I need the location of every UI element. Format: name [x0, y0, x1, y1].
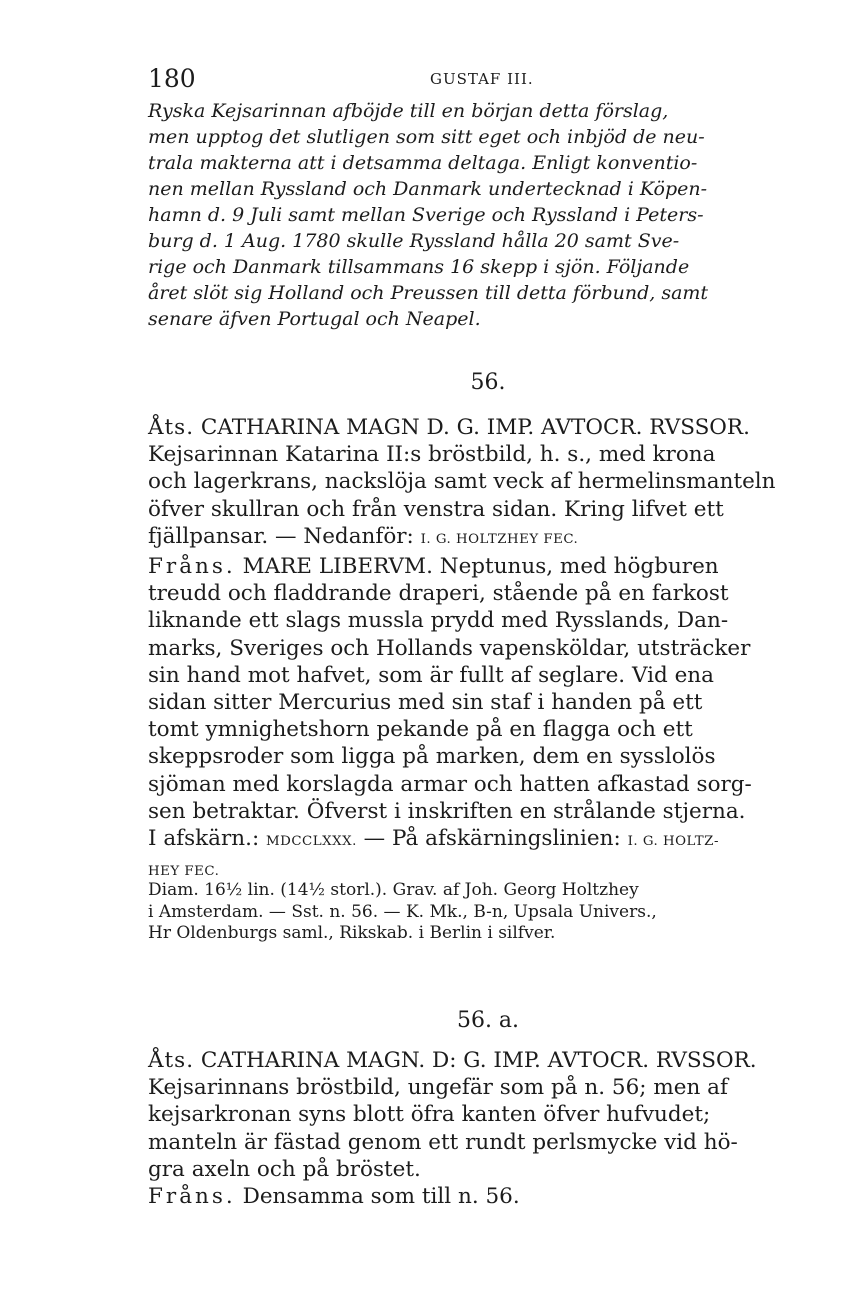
page-number: 180 [148, 64, 196, 93]
medal-56a-number: 56. a. [456, 1008, 520, 1033]
obverse-description-56a: Kejsarinnans bröstbild, ungefär som på n. 56; men af kejsarkronan syns blott öfra kanten öfver hufvudet; manteln är fästad genom ett rundt perlsmycke vid hö- gra axeln och på bröstet. [148, 1075, 738, 1182]
medal-56a-description [148, 1047, 828, 1210]
obverse-legend-56a: CATHARINA MAGN. D: G. IMP. AVTOCR. RVSSOR. [200, 1048, 757, 1073]
obverse-signature: I. G. HOLTZHEY FEC. [420, 531, 579, 547]
reverse-label: Fråns. [148, 554, 236, 580]
medal-56-number: 56. [470, 370, 506, 395]
obverse-label-56a: Åts. [148, 1048, 195, 1073]
obverse-label: Åts. [148, 415, 195, 440]
reverse-description-56a: Densamma som till n. 56. [242, 1184, 520, 1210]
running-title: GUSTAF III. [430, 70, 534, 88]
reverse-label-56a: Fråns. [148, 1184, 236, 1210]
exergue-line-label: — På afskärningslinien: [363, 826, 621, 852]
page-header [148, 64, 708, 96]
exergue-signature: I. G. HOLTZ- [627, 834, 719, 850]
exergue-date: MDCCLXXX. [266, 834, 357, 850]
medal-56-description [148, 414, 828, 885]
reverse-legend: MARE LIBERVM. [242, 554, 433, 580]
exergue-signature-cont: HEY FEC. [148, 864, 220, 880]
obverse-legend: CATHARINA MAGN D. G. IMP. AVTOCR. RVSSOR. [200, 415, 750, 440]
medal-56-note: Diam. 16½ lin. (14½ storl.). Grav. af Joh. Georg Holtzhey i Amsterdam. — Sst. n. 56. — K. Mk., B-n, Upsala Univers., Hr Oldenburgs saml., Rikskab. i Berlin i silfver. [148, 880, 657, 943]
reverse-description: Neptunus, med högburen treudd och fladdrande draperi, stående på en farkost liknande ett slags mussla prydd med Rysslands, Dan- marks, Sveriges och Hollands vapensköldar, utsträcker sin hand mot hafvet, som är fullt af seglare. Vid ena sidan sitter Mercurius med sin staf i handen på ett tomt ymnighetshorn pekande på en flagga och ett skeppsroder som ligga på marken, dem en sysslolös sjöman med korslagda armar och hatten afkastad sorg- sen betraktar. Öfverst i inskriften en strålande stjerna. I afskärn.: [148, 554, 752, 852]
obverse-description: Kejsarinnan Katarina II:s bröstbild, h. s., med krona och lagerkrans, nackslöja samt veck af hermelinsmanteln öfver skullran och från venstra sidan. Kring lifvet ett fjällpansar. — Nedanför: [148, 442, 776, 549]
intro-paragraph: Ryska Kejsarinnan afböjde till en början detta förslag, men upptog det slutligen som sitt eget och inbjöd de neu- trala makterna att i detsamma deltaga. Enligt konventio- nen mellan Ryssland och Danmark undertecknad i Köpen- hamn d. 9 Juli samt mellan Sverige och Ryssland i Peters- burg d. 1 Aug. 1780 skulle Ryssland hålla 20 samt Sve- rige och Danmark tillsammans 16 skepp i sjön. Följande året slöt sig Holland och Preussen till detta förbund, samt senare äfven Portugal och Neapel. [148, 100, 709, 330]
